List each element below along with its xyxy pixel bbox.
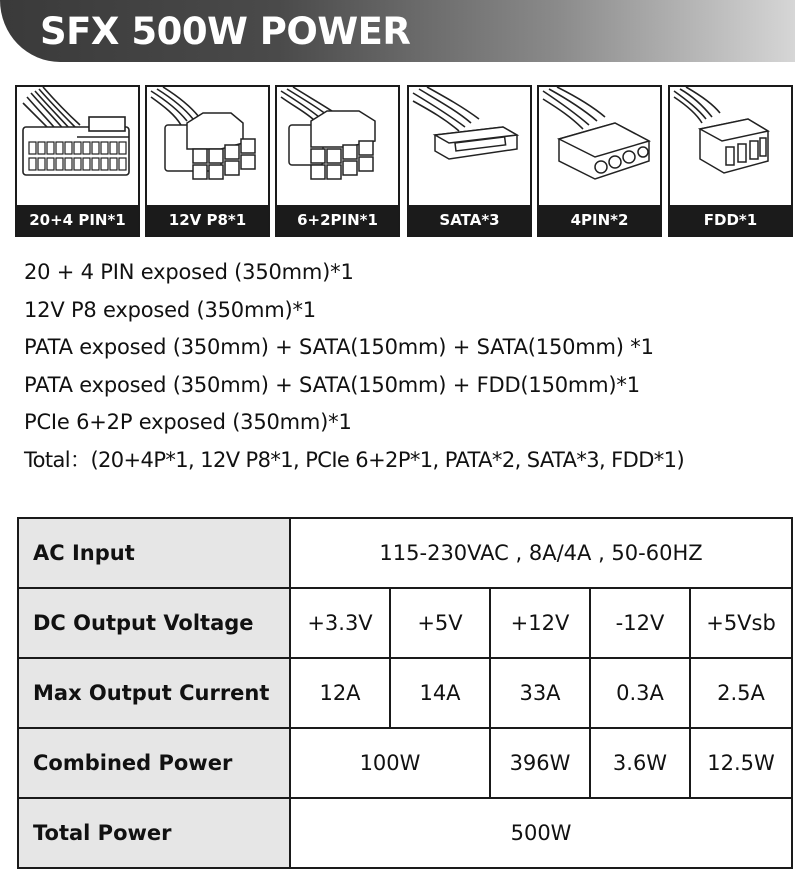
cable-line: 12V P8 exposed (350mm)*1: [24, 297, 316, 322]
pcie-8pin-connector-icon: [277, 87, 398, 205]
table-row: [18, 588, 792, 658]
connector-label: 12V P8*1: [147, 205, 268, 235]
connector-strip: [15, 85, 791, 235]
molex-4pin-connector-icon: [539, 87, 660, 205]
title-banner: [0, 0, 795, 62]
current-cell: 2.5A: [690, 658, 792, 728]
connector-card-24pin: [15, 85, 140, 237]
combined-power-cell: 100W: [290, 728, 490, 798]
voltage-cell: -12V: [590, 588, 690, 658]
current-cell: 12A: [290, 658, 390, 728]
cable-line: PCIe 6+2P exposed (350mm)*1: [24, 410, 352, 434]
table-row: [18, 518, 792, 588]
current-cell: 0.3A: [590, 658, 690, 728]
cable-total-line: Total：(20+4P*1, 12V P8*1, PCIe 6+2P*1, PATA*2, SATA*3, FDD*1): [24, 447, 685, 472]
row-header-combined-power: Combined Power: [18, 728, 290, 798]
combined-power-cell: 3.6W: [590, 728, 690, 798]
cable-line: PATA exposed (350mm) + SATA(150mm) + SATA(150mm) *1: [24, 335, 654, 359]
cable-list: [24, 254, 684, 479]
connector-card-fdd: [668, 85, 793, 237]
connector-label: SATA*3: [409, 205, 530, 235]
voltage-cell: +5V: [390, 588, 490, 658]
current-cell: 33A: [490, 658, 590, 728]
connector-label: FDD*1: [670, 205, 791, 235]
cable-line: 20 + 4 PIN exposed (350mm)*1: [24, 260, 354, 284]
combined-power-cell: 396W: [490, 728, 590, 798]
row-header-max-output-current: Max Output Current: [18, 658, 290, 728]
atx-24pin-connector-icon: [17, 87, 138, 205]
spec-table: [17, 517, 793, 869]
connector-card-sata: [407, 85, 532, 237]
voltage-cell: +12V: [490, 588, 590, 658]
table-row: [18, 728, 792, 798]
row-header-ac-input: AC Input: [18, 518, 290, 588]
fdd-connector-icon: [670, 87, 791, 205]
voltage-cell: +5Vsb: [690, 588, 792, 658]
total-power-value: 500W: [290, 798, 792, 868]
connector-card-6plus2pin: [275, 85, 400, 237]
table-row: [18, 798, 792, 868]
table-row: [18, 658, 792, 728]
connector-label: 4PIN*2: [539, 205, 660, 235]
cable-line: PATA exposed (350mm) + SATA(150mm) + FDD(150mm)*1: [24, 372, 640, 397]
row-header-total-power: Total Power: [18, 798, 290, 868]
connector-card-4pin: [537, 85, 662, 237]
sata-connector-icon: [409, 87, 530, 205]
ac-input-value: 115-230VAC , 8A/4A , 50-60HZ: [290, 518, 792, 588]
voltage-cell: +3.3V: [290, 588, 390, 658]
connector-label: 20+4 PIN*1: [17, 205, 138, 235]
connector-label: 6+2PIN*1: [277, 205, 398, 235]
eps-8pin-connector-icon: [147, 87, 268, 205]
page-title: SFX 500W POWER: [40, 10, 411, 53]
connector-card-12v-p8: [145, 85, 270, 237]
combined-power-cell: 12.5W: [690, 728, 792, 798]
row-header-dc-output-voltage: DC Output Voltage: [18, 588, 290, 658]
current-cell: 14A: [390, 658, 490, 728]
